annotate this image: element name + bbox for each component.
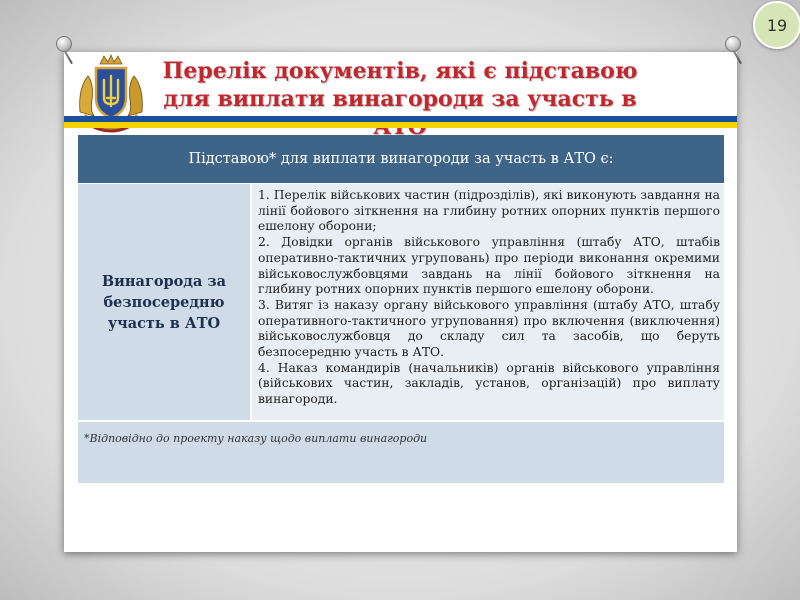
table-items-cell bbox=[252, 183, 724, 420]
flag-divider bbox=[64, 116, 737, 128]
table-header: Підставою* для виплати винагороди за участь в АТО є: bbox=[78, 135, 724, 183]
table-category-cell: Винагорода за безпосередню участь в АТО bbox=[78, 183, 250, 420]
documents-table bbox=[78, 135, 724, 483]
title-line-1: Перелік документів, які є підставою bbox=[162, 58, 638, 84]
slide-title bbox=[150, 57, 650, 141]
document-item: 1. Перелік військових частин (підрозділів), які виконують завдання на лінії бойового зіткнення на глибину ротних опорних пунктів першого ешелону оборони; bbox=[258, 188, 720, 234]
page-number-badge bbox=[753, 1, 800, 49]
table-footnote: *Відповідно до проекту наказу щодо виплати винагороди bbox=[78, 422, 724, 483]
pushpin-right-icon bbox=[725, 36, 741, 52]
document-item: 2. Довідки органів військового управління (штабу АТО, штабів оперативно-тактичних угруповань) про періоди виконання окремими військовослужбовцями завдань на лінії бойового зіткнення на глибину ротних опорних пунктів першого ешелону оборони. bbox=[258, 235, 720, 297]
title-line-2: для виплати винагороди за участь в bbox=[163, 86, 637, 112]
document-item: 3. Витяг із наказу органу військового управління (штабу АТО, штабу оперативного-тактичного угруповання) про включення (виключення) військовослужбовця до складу сил та засобів, що беруть безпосередню участь в АТО. bbox=[258, 297, 720, 360]
page-number: 19 bbox=[766, 15, 788, 35]
pushpin-left-icon bbox=[56, 36, 72, 52]
flag-yellow-stripe bbox=[64, 122, 737, 128]
document-item: 4. Наказ командирів (начальників) органів військового управління (військових частин, закладів, установ, організацій) про виплату винагороди. bbox=[258, 360, 720, 407]
